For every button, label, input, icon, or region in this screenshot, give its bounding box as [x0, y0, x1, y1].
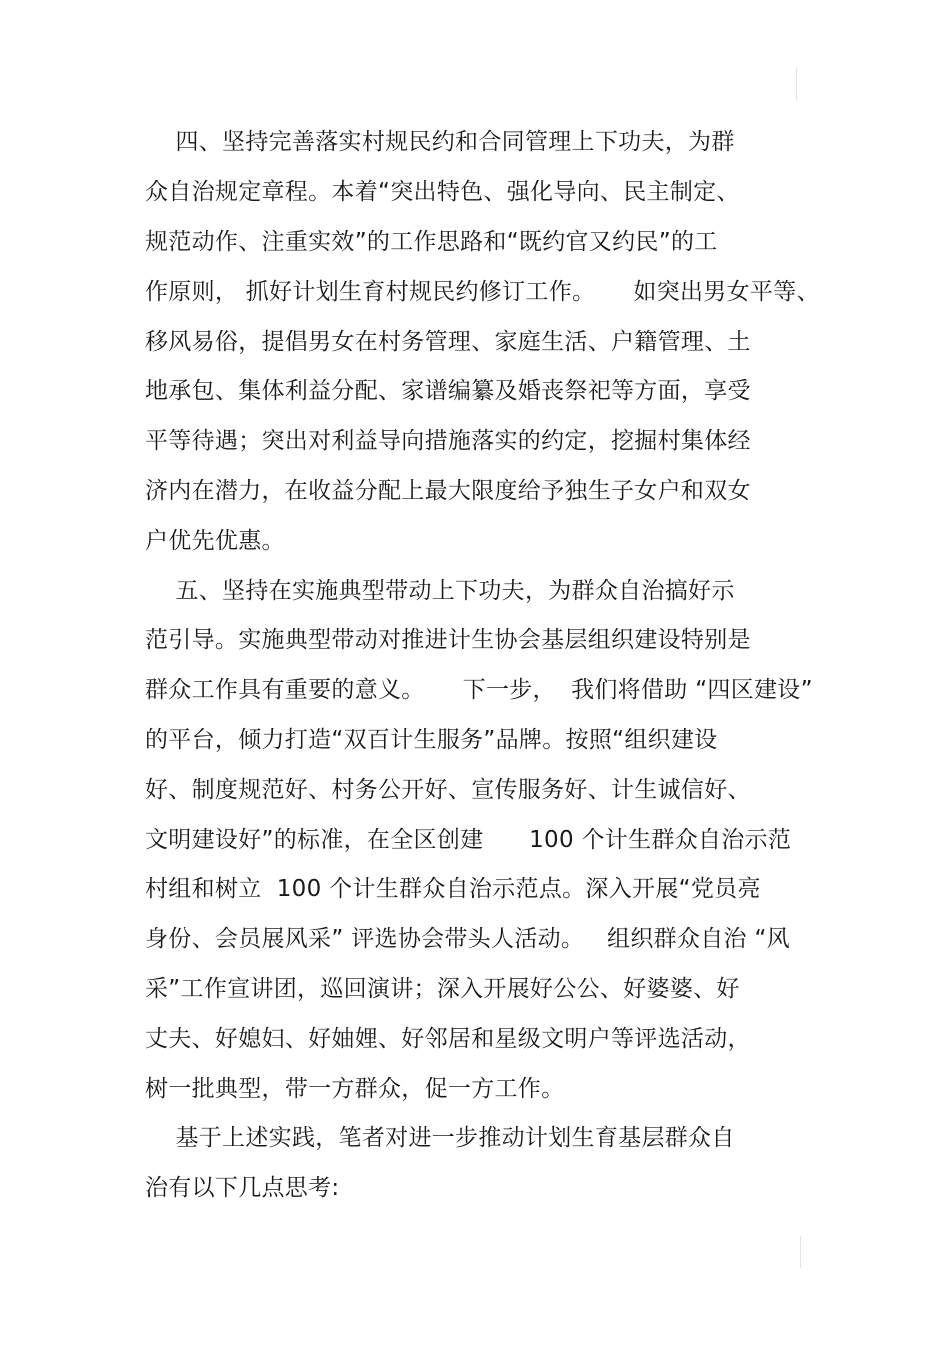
- text-line: 的平台，倾力打造“双百计生服务”品牌。按照“组织建设: [145, 727, 718, 753]
- text-line: 树一批典型，带一方群众，促一方工作。: [145, 1076, 565, 1102]
- text-line: 作原则， 抓好计划生育村规民约修订工作。 如突出男女平等、: [145, 279, 820, 305]
- text-line: 规范动作、注重实效”的工作思路和“既约官又约民”的工: [145, 229, 718, 255]
- text-line: 五、坚持在实施典型带动上下功夫，为群众自治搞好示: [145, 578, 735, 604]
- text-line: 地承包、集体利益分配、家谱编纂及婚丧祭祀等方面，享受: [145, 378, 751, 404]
- text-line: 采”工作宣讲团，巡回演讲；深入开展好公公、好婆婆、好: [145, 976, 740, 1002]
- text-line: 平等待遇；突出对利益导向措施落实的约定，挖掘村集体经: [145, 428, 751, 454]
- text-line: 群众工作具有重要的意义。 下一步， 我们将借助 “四区建设”: [145, 677, 813, 703]
- text-line: 移风易俗，提倡男女在村务管理、家庭生活、户籍管理、土: [145, 329, 751, 355]
- text-line: 济内在潜力，在收益分配上最大限度给予独生子女户和双女: [145, 478, 751, 504]
- scan-edge-mark-top: [796, 68, 797, 100]
- text-line: 户优先优惠。: [145, 528, 285, 554]
- text-line: 治有以下几点思考:: [145, 1175, 340, 1201]
- text-line: 基于上述实践，笔者对进一步推动计划生育基层群众自: [145, 1125, 735, 1151]
- text-line: 好、制度规范好、村务公开好、宣传服务好、计生诚信好、: [145, 777, 751, 803]
- scan-edge-mark-bottom: [800, 1236, 801, 1268]
- text-line: 范引导。实施典型带动对推进计生协会基层组织建设特别是: [145, 627, 751, 653]
- text-line: 村组和树立 100 个计生群众自治示范点。深入开展“党员亮: [145, 876, 761, 902]
- text-line: 身份、会员展风采” 评选协会带头人活动。 组织群众自治 “风: [145, 926, 790, 952]
- text-line: 众自治规定章程。本着“突出特色、强化导向、民主制定、: [145, 179, 740, 205]
- text-line: 丈夫、好媳妇、好妯娌、好邻居和星级文明户等评选活动，: [145, 1026, 751, 1052]
- text-line: 文明建设好”的标准，在全区创建 100 个计生群众自治示范: [145, 827, 792, 853]
- text-line: 四、坚持完善落实村规民约和合同管理上下功夫，为群: [145, 129, 735, 155]
